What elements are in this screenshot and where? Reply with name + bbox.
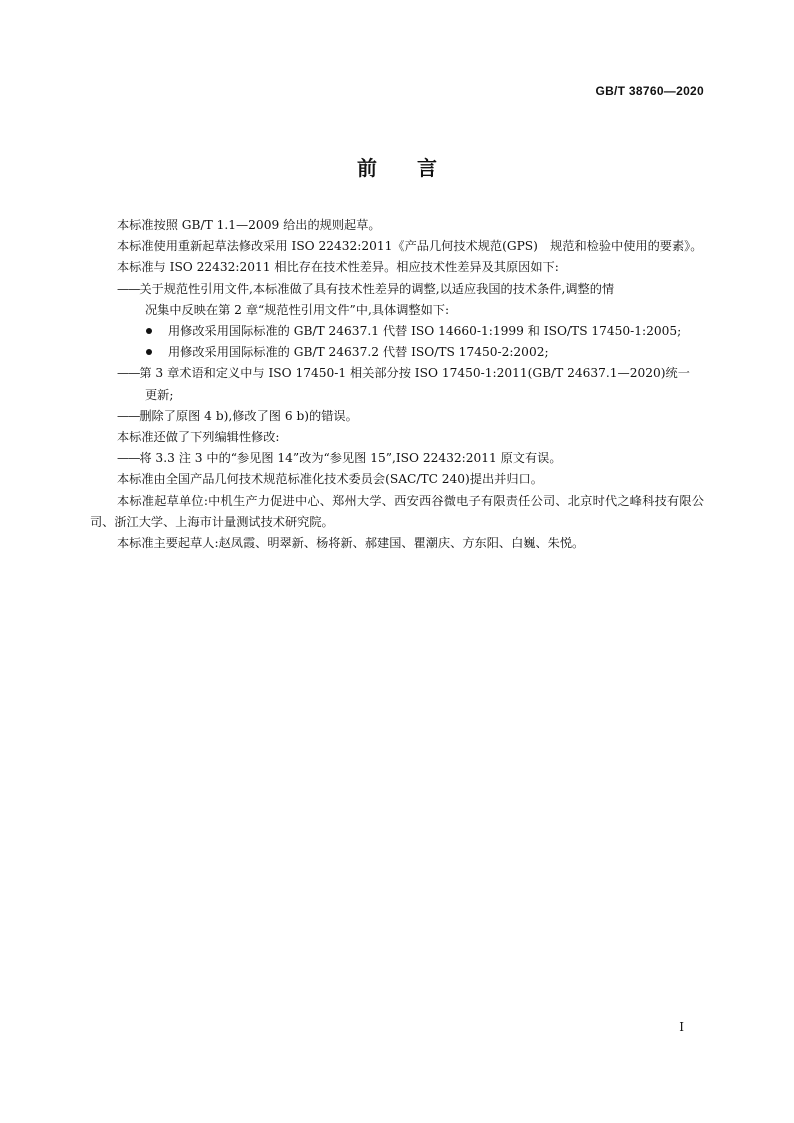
bullet-item xyxy=(90,321,704,342)
foreword-body xyxy=(90,215,704,554)
dash-item-text: 第 3 章术语和定义中与 ISO 17450-1 相关部分按 ISO 17450-1:2011(GB/T 24637.1—2020)统一 xyxy=(139,366,690,381)
paragraph-committee: 本标准由全国产品几何技术规范标准化技术委员会(SAC/TC 240)提出并归口。 xyxy=(117,472,543,487)
dash-item-text: 将 3.3 注 3 中的“参见图 14”改为“参见图 15”,ISO 22432:2011 原文有误。 xyxy=(139,451,562,466)
dash-item-text: 关于规范性引用文件,本标准做了具有技术性差异的调整,以适应我国的技术条件,调整的情 xyxy=(139,281,615,296)
bullet-item xyxy=(90,342,704,363)
dash-mark: —— xyxy=(117,281,140,296)
dash-item-continuation: 更新; xyxy=(145,387,174,402)
paragraph-editorial: 本标准还做了下列编辑性修改: xyxy=(117,430,280,445)
dash-item-figures xyxy=(90,406,704,427)
dash-item-text: 删除了原图 4 b),修改了图 6 b)的错误。 xyxy=(139,408,358,423)
bullet-dot-icon xyxy=(146,328,152,334)
paragraph-drafting-rules: 本标准按照 GB/T 1.1—2009 给出的规则起草。 xyxy=(117,218,381,232)
dash-mark: —— xyxy=(117,366,140,381)
paragraph-drafting-units: 本标准起草单位:中机生产力促进中心、郑州大学、西安西谷微电子有限责任公司、北京时代之峰科技有限公司、浙江大学、上海市计量测试技术研究院。 xyxy=(90,493,704,529)
dash-item-editorial xyxy=(90,448,704,469)
bullet-text: 用修改采用国际标准的 GB/T 24637.1 代替 ISO 14660-1:1999 和 ISO/TS 17450-1:2005; xyxy=(168,324,682,339)
page-number: I xyxy=(679,1020,684,1034)
page-title: 前言 xyxy=(357,156,477,180)
dash-mark: —— xyxy=(117,408,140,423)
paragraph-adoption: 本标准使用重新起草法修改采用 ISO 22432:2011《产品几何技术规范(GPS) 规范和检验中使用的要素》。 xyxy=(117,239,703,254)
paragraph-differences: 本标准与 ISO 22432:2011 相比存在技术性差异。相应技术性差异及其原因如下: xyxy=(117,260,559,275)
bullet-text: 用修改采用国际标准的 GB/T 24637.2 代替 ISO/TS 17450-2:2002; xyxy=(168,345,549,360)
document-code: GB/T 38760—2020 xyxy=(595,84,704,98)
dash-item-continuation: 况集中反映在第 2 章“规范性引用文件”中,具体调整如下: xyxy=(145,302,450,317)
paragraph-drafters: 本标准主要起草人:赵凤霞、明翠新、杨将新、郝建国、瞿潮庆、方东阳、白巍、朱悦。 xyxy=(117,536,585,551)
dash-item-terms xyxy=(90,363,704,384)
dash-mark: —— xyxy=(117,451,140,466)
dash-item-references xyxy=(90,279,704,300)
